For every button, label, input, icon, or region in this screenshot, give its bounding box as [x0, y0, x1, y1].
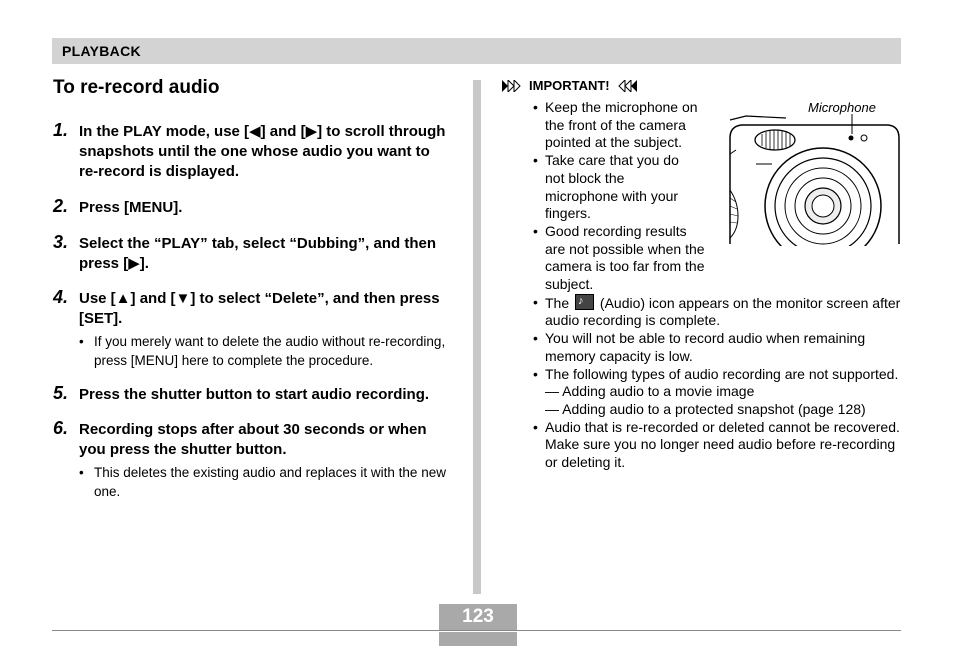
- list-item: [502, 294, 905, 330]
- list-item: [502, 99, 705, 152]
- step-6: [53, 420, 453, 460]
- bullet-dot: •: [533, 293, 538, 310]
- list-item-text: Good recording results are not possible when the camera is too far from the subject.: [545, 222, 705, 293]
- step-number: 4.: [53, 287, 69, 307]
- step-4: [53, 289, 453, 329]
- audio-icon: ♪: [575, 294, 594, 310]
- bullet-dot: •: [533, 99, 538, 115]
- left-column: [53, 76, 453, 501]
- page-title: To re-record audio: [53, 77, 220, 98]
- bullet-dot: •: [533, 418, 538, 435]
- camera-front-icon: [726, 98, 902, 246]
- list-item-text: (Audio) icon appears on the monitor screen after audio recording is complete.: [545, 294, 901, 329]
- step-text: Recording stops after about 30 seconds or when you press the shutter button.: [79, 421, 427, 458]
- list-item: [502, 366, 905, 384]
- sub-item: — Adding audio to a protected snapshot (page 128): [545, 400, 866, 417]
- bullet-dot: •: [79, 465, 84, 480]
- step-text: Use [▲] and [▼] to select “Delete”, and then press [SET].: [79, 290, 440, 327]
- footer-rule: [52, 630, 901, 631]
- step-2: [53, 198, 453, 218]
- list-item: [502, 152, 695, 223]
- list-item-text: The: [545, 294, 570, 311]
- list-item: [502, 223, 705, 294]
- important-marker-right-icon: [615, 80, 637, 92]
- section-title: PLAYBACK: [62, 43, 141, 59]
- bullet-dot: •: [533, 330, 538, 347]
- step-1: [53, 122, 453, 182]
- note-text: If you merely want to delete the audio without re-recording, press [MENU] here to complete the procedure.: [94, 334, 446, 368]
- important-marker-left-icon: [502, 80, 524, 92]
- step-5: [53, 385, 453, 405]
- step-number: 6.: [53, 418, 69, 438]
- step-number: 3.: [53, 232, 69, 252]
- step-number: 5.: [53, 383, 69, 403]
- list-item-text: Take care that you do not block the microphone with your fingers.: [545, 152, 679, 222]
- list-item: [502, 330, 905, 365]
- microphone-label: Microphone: [808, 100, 876, 115]
- list-item-text: The following types of audio recording are not supported.: [545, 365, 899, 382]
- step-text: Select the “PLAY” tab, select “Dubbing”, and then press [▶].: [79, 235, 437, 272]
- important-heading: [502, 78, 902, 93]
- page-number: 123: [439, 604, 517, 630]
- step-3: [53, 234, 453, 274]
- step-6-note: [53, 464, 453, 501]
- note-text: This deletes the existing audio and replaces it with the new one.: [94, 465, 446, 499]
- important-label: IMPORTANT!: [529, 78, 610, 93]
- bullet-dot: •: [79, 334, 84, 349]
- page-tab: [439, 632, 517, 646]
- sub-item: — Adding audio to a movie image: [545, 383, 755, 400]
- section-header-bar: [52, 38, 901, 64]
- bullet-dot: •: [533, 152, 538, 169]
- bullet-dot: •: [533, 365, 538, 382]
- step-number: 1.: [53, 120, 69, 140]
- list-item-text: Audio that is re-recorded or deleted cannot be recovered. Make sure you no longer need audio before re-recording or deleting it.: [545, 418, 900, 471]
- step-number: 2.: [53, 196, 69, 216]
- step-4-note: [53, 333, 453, 370]
- list-item-text: You will not be able to record audio when remaining memory capacity is low.: [545, 330, 866, 364]
- list-item: [502, 419, 905, 472]
- bullet-dot: •: [533, 222, 538, 239]
- list-item-text: Keep the microphone on the front of the camera pointed at the subject.: [545, 99, 698, 151]
- step-text: In the PLAY mode, use [◀] and [▶] to scroll through snapshots until the one whose audio you want to re-record is displayed.: [79, 123, 446, 180]
- step-text: Press the shutter button to start audio recording.: [79, 386, 430, 403]
- camera-illustration: [726, 98, 902, 246]
- step-text: Press [MENU].: [79, 199, 183, 216]
- column-divider: [473, 80, 481, 594]
